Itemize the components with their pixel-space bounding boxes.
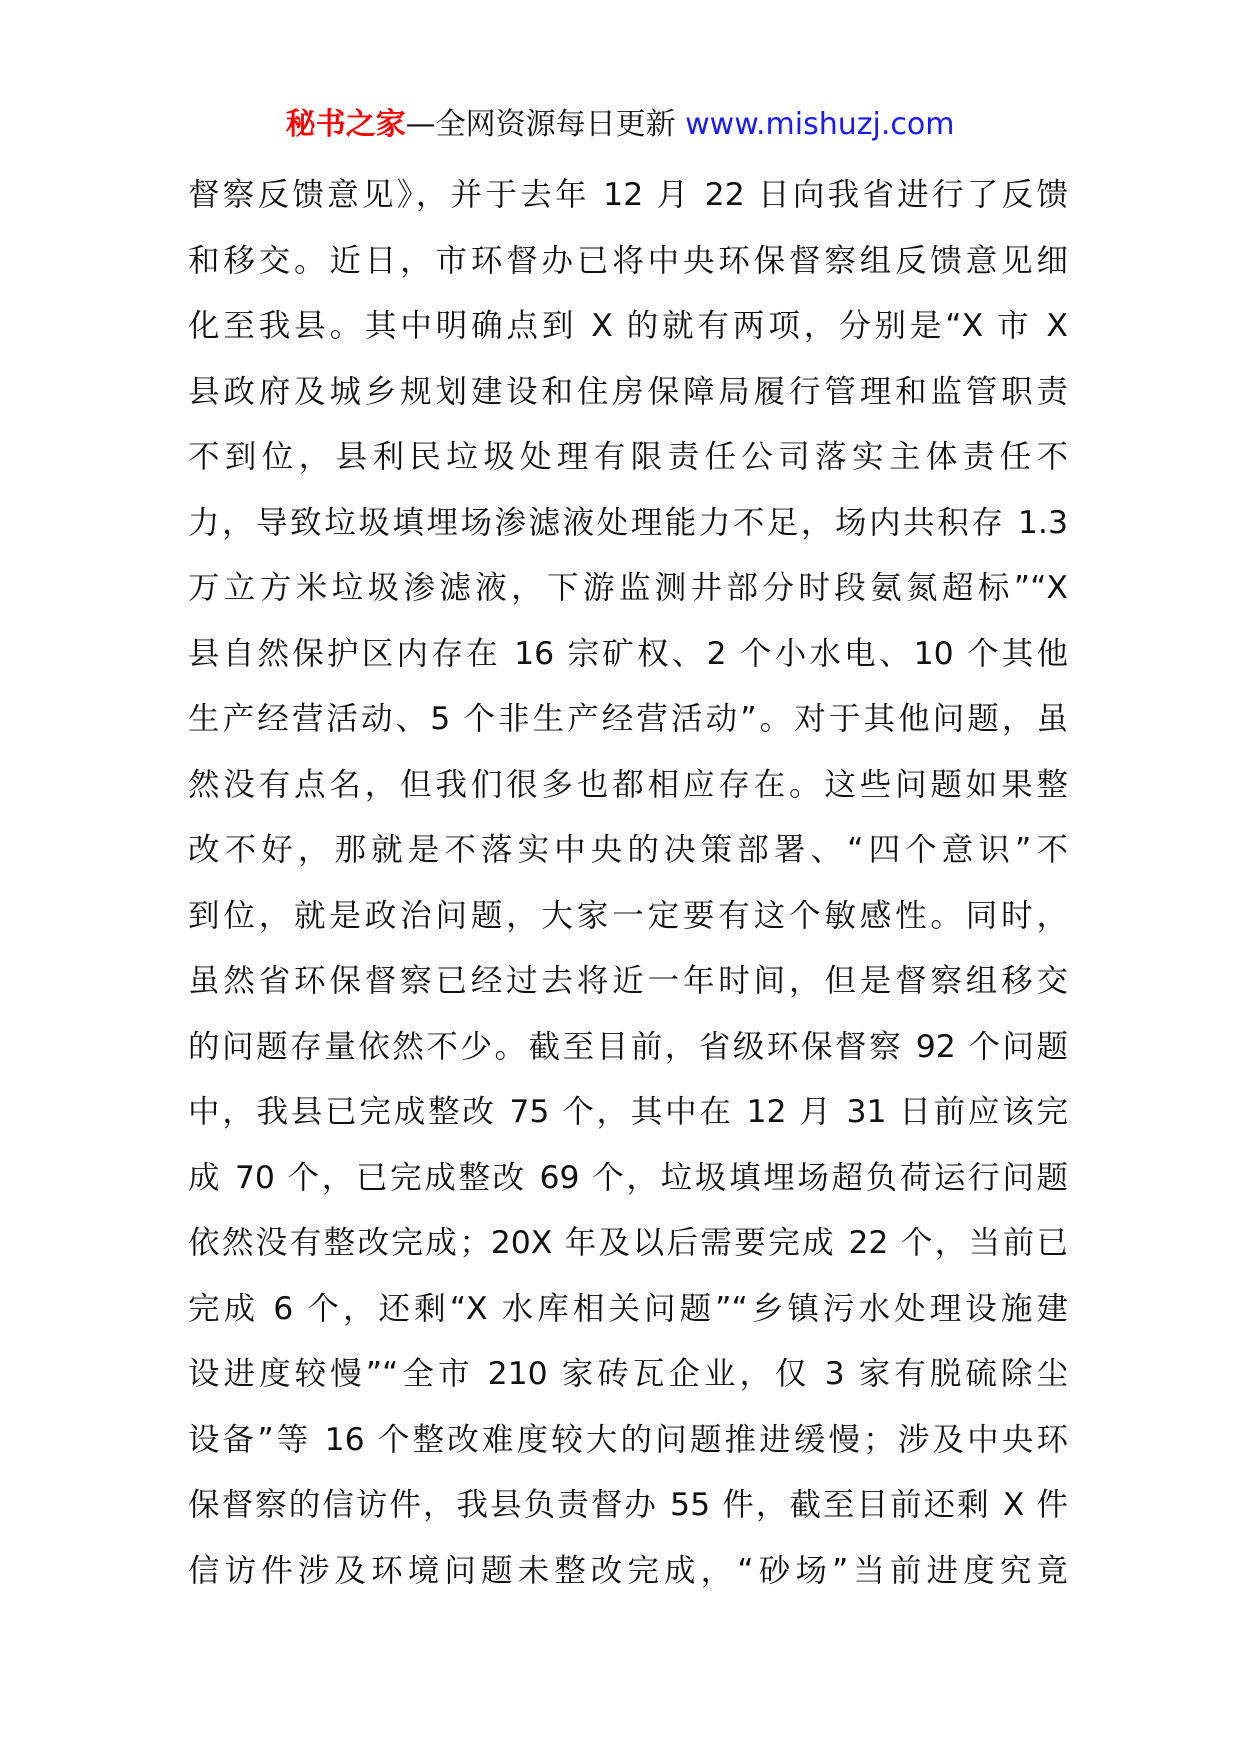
text-line: 依然没有整改完成；20X 年及以后需要完成 22 个，当前已	[188, 1225, 1068, 1261]
text-line: 的问题存量依然不少。截至目前，省级环保督察 92 个问题	[188, 1028, 1068, 1065]
site-url-link[interactable]: www.mishuzj.com	[685, 107, 955, 142]
text-line: 成 70 个，已完成整改 69 个，垃圾填埋场超负荷运行问题	[188, 1159, 1068, 1196]
text-line: 信访件涉及环境问题未整改完成，“砂场”当前进度究竟	[188, 1552, 1068, 1589]
site-brand: 秘书之家	[285, 107, 406, 142]
text-line: 中，我县已完成整改 75 个，其中在 12 月 31 日前应该完	[188, 1094, 1068, 1130]
document-body	[188, 163, 1068, 1604]
text-line: 督察反馈意见》，并于去年 12 月 22 日向我省进行了反馈	[188, 177, 1068, 213]
text-line: 保督察的信访件，我县负责督办 55 件，截至目前还剩 X 件	[188, 1487, 1068, 1523]
text-line: 县政府及城乡规划建设和住房保障局履行管理和监管职责	[188, 373, 1068, 410]
text-line: 设备”等 16 个整改难度较大的问题推进缓慢；涉及中央环	[188, 1421, 1068, 1458]
text-line: 完成 6 个，还剩“X 水库相关问题”“乡镇污水处理设施建	[188, 1290, 1068, 1327]
text-line: 生产经营活动、5 个非生产经营活动”。对于其他问题，虽	[188, 701, 1068, 737]
text-line: 设进度较慢”“全市 210 家砖瓦企业，仅 3 家有脱硫除尘	[188, 1356, 1068, 1392]
text-line: 万立方米垃圾渗滤液，下游监测井部分时段氨氮超标”“X	[188, 570, 1068, 606]
text-line: 县自然保护区内存在 16 宗矿权、2 个小水电、10 个其他	[188, 635, 1068, 672]
site-header	[0, 98, 1240, 152]
text-line: 不到位，县利民垃圾处理有限责任公司落实主体责任不	[188, 439, 1068, 475]
text-line: 到位，就是政治问题，大家一定要有这个敏感性。同时，	[188, 897, 1068, 934]
text-line: 和移交。近日，市环督办已将中央环保督察组反馈意见细	[188, 242, 1068, 279]
site-slogan: —全网资源每日更新	[405, 107, 676, 142]
text-line: 力，导致垃圾填埋场渗滤液处理能力不足，场内共积存 1.3	[188, 504, 1068, 541]
text-line: 虽然省环保督察已经过去将近一年时间，但是督察组移交	[188, 963, 1068, 999]
text-line: 然没有点名，但我们很多也都相应存在。这些问题如果整	[188, 766, 1068, 803]
text-line: 化至我县。其中明确点到 X 的就有两项，分别是“X 市 X	[188, 308, 1068, 344]
text-line: 改不好，那就是不落实中央的决策部署、“四个意识”不	[188, 832, 1068, 868]
